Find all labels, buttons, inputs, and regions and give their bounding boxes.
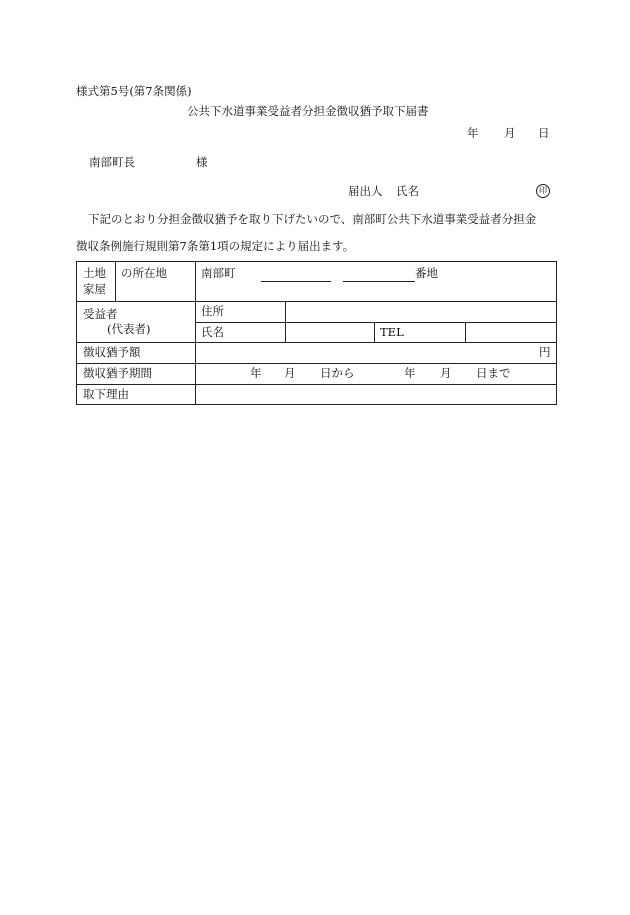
table-col-rule-address	[285, 301, 286, 343]
period-start-year: 年	[250, 366, 262, 380]
reason-label: 取下理由	[83, 387, 129, 401]
date-year-label: 年	[467, 126, 479, 140]
body-text-line-1: 下記のとおり分担金徴収猶予を取り下げたいので、南部町公共下水道事業受益者分担金	[88, 212, 537, 226]
address-label: 住所	[201, 304, 224, 318]
tel-label: TEL	[380, 325, 404, 339]
date-month-label: 月	[504, 126, 516, 140]
table-rule-5	[76, 384, 557, 385]
period-end-month: 月	[440, 366, 452, 380]
table-col-rule-tel-right	[465, 322, 466, 343]
location-label: の所在地	[121, 266, 167, 280]
table-col-rule-main	[195, 261, 196, 405]
location-banchi: 番地	[415, 266, 438, 280]
table-rule-1	[76, 301, 557, 302]
table-rule-2	[195, 322, 557, 323]
date-day-label: 日	[538, 126, 550, 140]
addressee-name: 南部町長	[89, 155, 135, 169]
document-title: 公共下水道事業受益者分担金徴収猶予取下届書	[187, 104, 429, 118]
period-end-year: 年	[404, 366, 416, 380]
building-label: 家屋	[83, 282, 106, 296]
period-start-day: 日から	[320, 366, 355, 380]
period-end-day: 日まで	[476, 366, 511, 380]
amount-label: 徴収猶予額	[83, 345, 141, 359]
amount-unit: 円	[539, 345, 551, 359]
form-number: 様式第5号(第7条関係)	[76, 84, 192, 98]
table-border-bottom	[76, 404, 557, 405]
applicant-label: 届出人	[348, 184, 383, 198]
applicant-name-label: 氏名	[396, 184, 419, 198]
seal-mark: 印	[536, 184, 550, 198]
table-col-rule-land	[115, 261, 116, 302]
body-text-line-2: 徴収条例施行規則第7条第1項の規定により届出ます。	[76, 239, 355, 253]
location-blank-1[interactable]	[261, 281, 331, 282]
period-start-month: 月	[284, 366, 296, 380]
beneficiary-label: 受益者	[83, 307, 118, 321]
location-blank-2[interactable]	[343, 281, 415, 282]
land-label: 土地	[83, 266, 106, 280]
table-border-top	[76, 261, 557, 262]
table-rule-3	[76, 342, 557, 343]
name-label: 氏名	[201, 325, 224, 339]
addressee-honorific: 様	[196, 155, 208, 169]
table-rule-4	[76, 363, 557, 364]
location-town: 南部町	[201, 266, 236, 280]
representative-label: (代表者)	[107, 322, 151, 336]
table-col-rule-tel-left	[374, 322, 375, 343]
period-label: 徴収猶予期間	[83, 366, 152, 380]
